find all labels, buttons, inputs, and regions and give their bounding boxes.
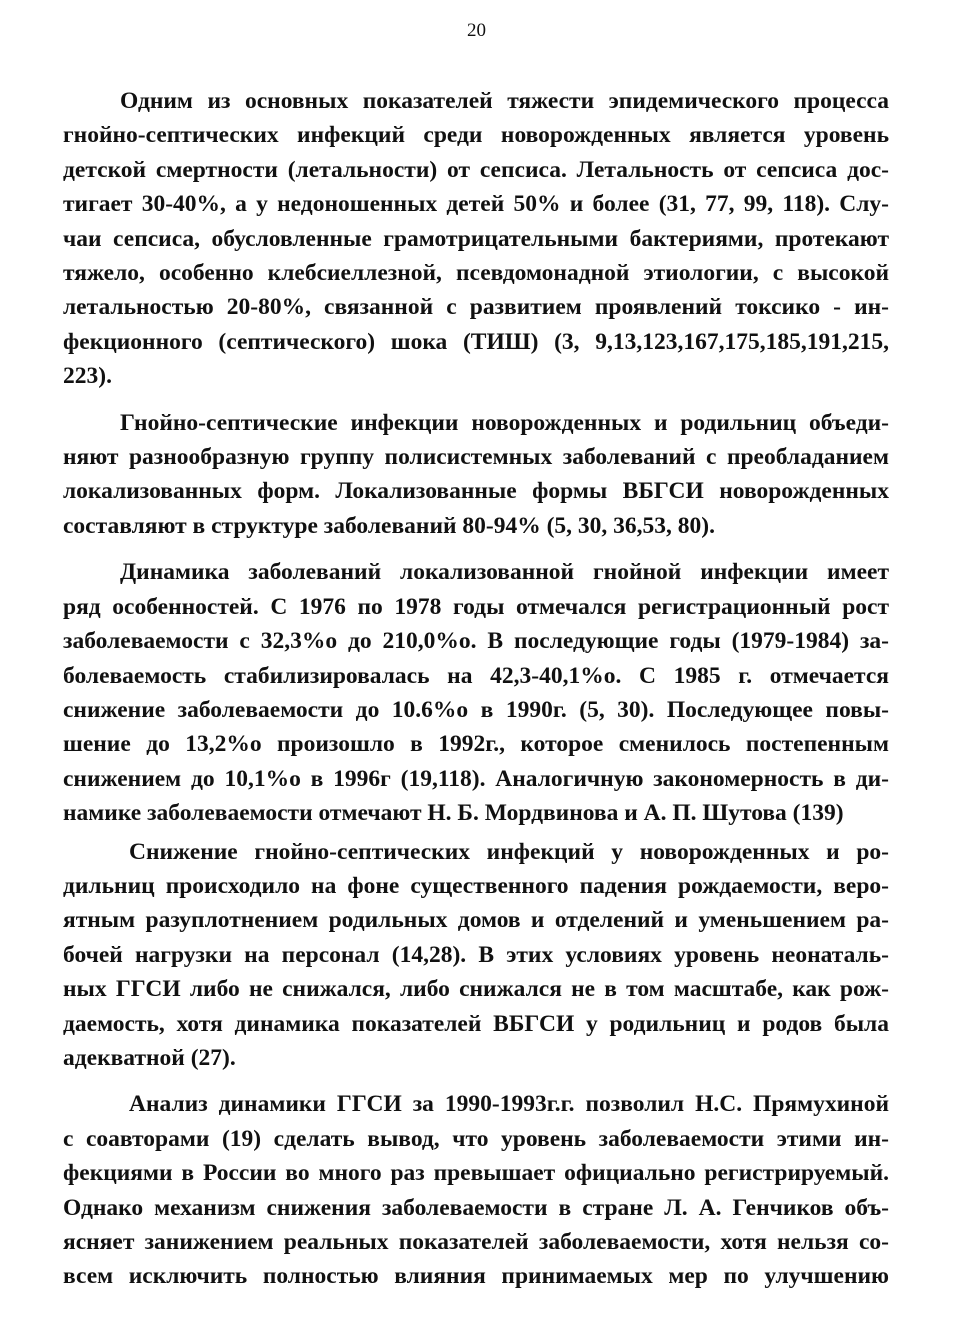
text-line: фекциями в России во много раз превышает официально регистрируемый. bbox=[63, 1160, 889, 1187]
paragraph-4 bbox=[63, 835, 889, 1076]
text-line: детской смертности (летальности) от сепсиса. Летальность от сепсиса дос- bbox=[63, 156, 889, 183]
text-line: шение до 13,2%о произошло в 1992г., которое сменилось постепенным bbox=[63, 731, 889, 758]
text-line: болеваемость стабилизировалась на 42,3-40,1%о. С 1985 г. отмечается bbox=[63, 662, 889, 689]
text-line: чаи сепсиса, обусловленные грамотрицательными бактериями, протекают bbox=[63, 225, 889, 252]
text-line: тигает 30-40%, а у недоношенных детей 50% и более (31, 77, 99, 118). Слу- bbox=[63, 191, 889, 218]
text-line: ятным разуплотнением родильных домов и отделений и уменьшением ра- bbox=[63, 907, 889, 934]
text-line: Однако механизм снижения заболеваемости в стране Л. А. Генчиков объ- bbox=[63, 1194, 889, 1221]
text-line: Гнойно-септические инфекции новорожденных и родильниц объеди- bbox=[120, 409, 889, 436]
text-line: даемость, хотя динамика показателей ВБГСИ у родильниц и родов была bbox=[63, 1010, 889, 1037]
text-line: тяжело, особенно клебсиеллезной, псевдомонадной этиологии, с высокой bbox=[63, 260, 889, 287]
text-line: гнойно-септических инфекций среди новорожденных является уровень bbox=[63, 122, 889, 149]
text-line: заболеваемости с 32,3%о до 210,0%о. В последующие годы (1979-1984) за- bbox=[63, 628, 889, 655]
text-line: Одним из основных показателей тяжести эпидемического процесса bbox=[120, 88, 889, 114]
text-line: ных ГГСИ либо не снижался, либо снижался не в том масштабе, как рож- bbox=[63, 976, 889, 1003]
page-body bbox=[63, 84, 889, 1294]
text-line: локализованных форм. Локализованные формы ВБГСИ новорожденных bbox=[63, 478, 889, 505]
text-line: летальностью 20-80%, связанной с развитием проявлений токсико - ин- bbox=[63, 294, 889, 321]
page-number: 20 bbox=[467, 20, 486, 41]
text-line: снижением до 10,1%о в 1996г (19,118). Аналогичную закономерность в ди- bbox=[63, 765, 889, 792]
text-line: Динамика заболеваний локализованной гнойной инфекции имеет bbox=[120, 559, 889, 586]
text-line: составляют в структуре заболеваний 80-94% (5, 30, 36,53, 80). bbox=[63, 512, 715, 539]
paragraph-5 bbox=[63, 1087, 889, 1293]
text-line: адекватной (27). bbox=[63, 1044, 236, 1071]
paragraph-3 bbox=[63, 555, 889, 830]
text-line: снижение заболеваемости до 10.6%о в 1990г. (5, 30). Последующее повы- bbox=[63, 696, 889, 723]
text-line: намике заболеваемости отмечают Н. Б. Мордвинова и А. П. Шутова (139) bbox=[63, 800, 844, 827]
text-line: фекционного (септического) шока (ТИШ) (3, 9,13,123,167,175,185,191,215, bbox=[63, 328, 889, 355]
text-line: ряд особенностей. С 1976 по 1978 годы отмечался регистрационный рост bbox=[63, 593, 889, 620]
text-line: ясняет занижением реальных показателей заболеваемости, хотя нельзя со- bbox=[63, 1229, 889, 1255]
paragraph-2 bbox=[63, 406, 889, 544]
text-line: 223). bbox=[63, 363, 112, 390]
text-line: Снижение гнойно-септических инфекций у новорожденных и ро- bbox=[129, 838, 889, 865]
text-line: всем исключить полностью влияния принимаемых мер по улучшению bbox=[63, 1263, 889, 1290]
text-line: няют разнообразную группу полисистемных заболеваний с преобладанием bbox=[63, 444, 889, 471]
text-line: дильниц происходило на фоне существенного падения рождаемости, веро- bbox=[63, 872, 889, 899]
text-line: Анализ динамики ГГСИ за 1990-1993г.г. позволил Н.С. Прямухиной bbox=[129, 1091, 889, 1118]
text-line: с соавторами (19) сделать вывод, что уровень заболеваемости этими ин- bbox=[63, 1125, 889, 1152]
text-line: бочей нагрузки на персонал (14,28). В этих условиях уровень неонаталь- bbox=[63, 941, 889, 968]
paragraph-1 bbox=[63, 84, 889, 394]
